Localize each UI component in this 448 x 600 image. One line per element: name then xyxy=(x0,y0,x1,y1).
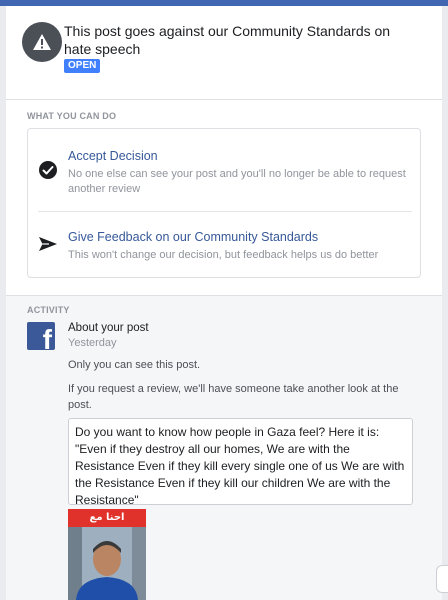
violation-title: This post goes against our Community Standards on hate speech xyxy=(64,23,391,57)
post-quote: Do you want to know how people in Gaza feel? Here it is: "Even if they destroy all our homes, We are with the Resistance Even if they kill every single one of us We are with the Resistance Even if they kill our children We are with the Resistance" xyxy=(68,418,413,505)
visibility-note: Only you can see this post. xyxy=(68,359,201,371)
right-gutter xyxy=(442,6,448,600)
check-circle-icon xyxy=(38,160,58,180)
accept-decision-description: No one else can see your post and you'll no longer be able to request another review xyxy=(68,168,406,195)
warning-icon xyxy=(22,22,62,62)
image-banner-text: احنا مع xyxy=(68,509,146,527)
give-feedback-description: This won't change our decision, but feedback helps us do better xyxy=(68,249,379,261)
status-badge: OPEN xyxy=(64,59,100,73)
review-note: If you request a review, we'll have someone take another look at the post. xyxy=(68,383,399,411)
give-feedback-title[interactable]: Give Feedback on our Community Standards xyxy=(68,230,319,244)
accept-decision-action[interactable] xyxy=(28,129,422,211)
accept-decision-title[interactable]: Accept Decision xyxy=(68,149,158,163)
facebook-logo-icon: f xyxy=(27,322,55,350)
give-feedback-action[interactable] xyxy=(28,212,422,279)
post-image[interactable] xyxy=(68,509,146,600)
send-icon xyxy=(38,234,58,254)
what-you-can-do-label: WHAT YOU CAN DO xyxy=(27,111,117,121)
activity-title: About your post xyxy=(68,322,149,334)
activity-timestamp: Yesterday xyxy=(68,337,117,349)
actions-box xyxy=(27,128,421,278)
person-photo-icon xyxy=(68,509,146,600)
activity-label: ACTIVITY xyxy=(27,305,70,315)
scroll-handle[interactable] xyxy=(436,565,448,593)
